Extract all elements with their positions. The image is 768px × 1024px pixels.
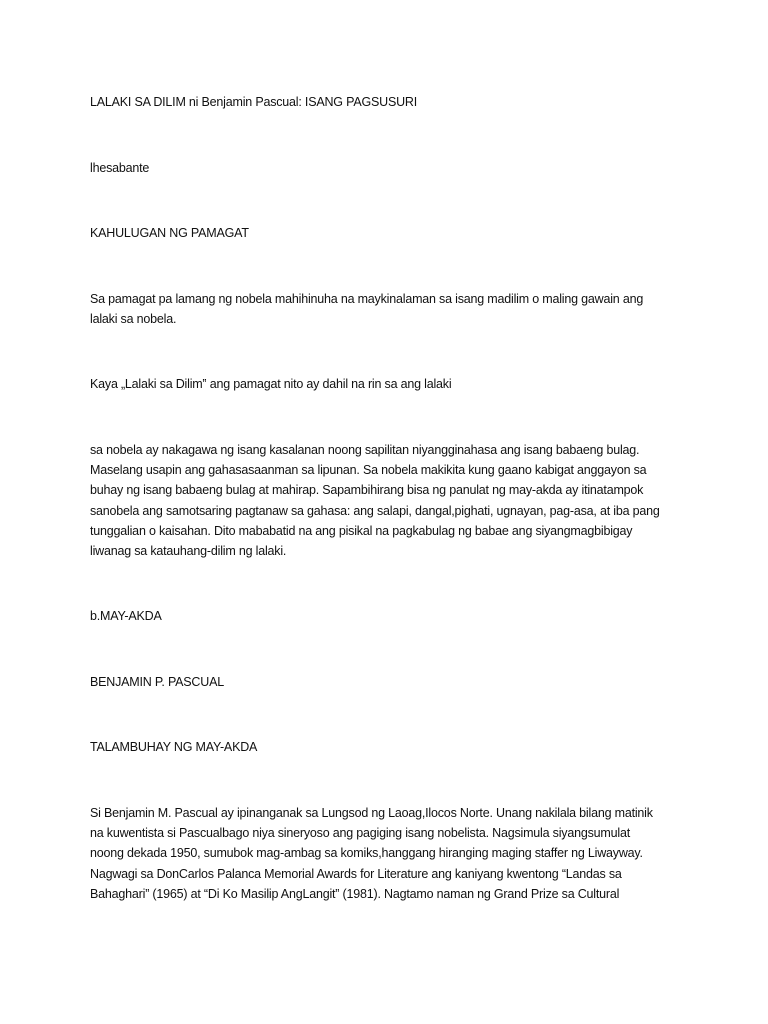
heading-kahulugan-ng-pamagat: KAHULUGAN NG PAMAGAT <box>90 226 249 240</box>
paragraph-line: Nagwagi sa DonCarlos Palanca Memorial Awards for Literature ang kaniyang kwentong “Landas sa <box>90 866 622 881</box>
paragraph-kaya: Kaya „Lalaki sa Dilim‟ ang pamagat nito ay dahil na rin sa ang lalaki <box>90 377 452 391</box>
heading-may-akda: b.MAY-AKDA <box>90 609 162 623</box>
paragraph-line: lalaki sa nobela. <box>90 312 177 327</box>
paragraph-line: buhay ng isang babaeng bulag at mahirap. Sapambihirang bisa ng panulat ng may-akda ay itinatampok <box>90 483 644 498</box>
author-username: lhesabante <box>90 161 150 175</box>
document-title: LALAKI SA DILIM ni Benjamin Pascual: ISANG PAGSUSURI <box>90 95 418 109</box>
paragraph-line: noong dekada 1950, sumubok mag-ambag sa komiks,hanggang hiranging maging staffer ng Liwayway. <box>90 846 643 861</box>
paragraph-line: liwanag sa katauhang-dilim ng lalaki. <box>90 544 287 559</box>
paragraph-line: tunggalian o kaisahan. Dito mababatid na ang pisikal na pagkabulag ng babae ang siyangmagbibigay <box>90 523 633 538</box>
paragraph-line: Si Benjamin M. Pascual ay ipinanganak sa Lungsod ng Laoag,Ilocos Norte. Unang nakilala bilang matinik <box>90 806 653 820</box>
paragraph-line: sanobela ang samotsaring pagtanaw sa gahasa: ang salapi, dangal,pighati, ugnayan, pag-asa, at iba pang <box>90 503 660 518</box>
paragraph-line: Bahaghari” (1965) at “Di Ko Masilip AngLangit” (1981). Nagtamo naman ng Grand Prize sa Cultural <box>90 886 620 901</box>
author-full-name: BENJAMIN P. PASCUAL <box>90 675 224 689</box>
paragraph-pamagat <box>90 289 680 329</box>
paragraph-nobela <box>90 440 680 561</box>
paragraph-line: Maselang usapin ang gahasasaanman sa lipunan. Sa nobela makikita kung gaano kabigat anggayon sa <box>90 463 647 478</box>
paragraph-line: na kuwentista si Pascualbago niya sineryoso ang pagiging isang nobelista. Nagsimula siyangsumulat <box>90 826 630 841</box>
paragraph-line: sa nobela ay nakagawa ng isang kasalanan noong sapilitan niyangginahasa ang isang babaeng bulag. <box>90 443 640 457</box>
paragraph-line: Sa pamagat pa lamang ng nobela mahihinuha na maykinalaman sa isang madilim o maling gawain ang <box>90 292 644 306</box>
paragraph-talambuhay <box>90 803 680 904</box>
heading-talambuhay: TALAMBUHAY NG MAY-AKDA <box>90 740 258 754</box>
